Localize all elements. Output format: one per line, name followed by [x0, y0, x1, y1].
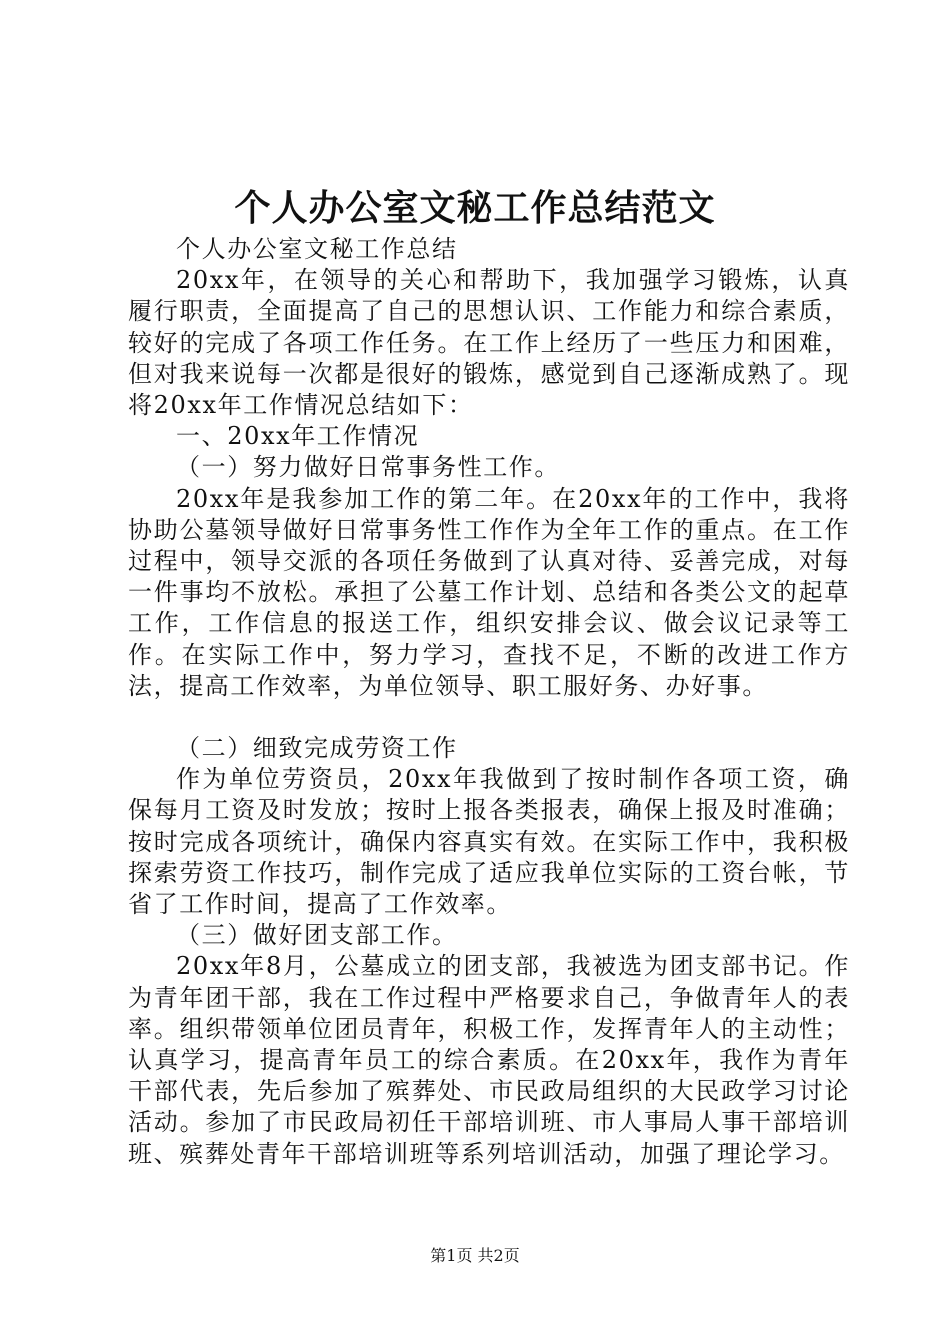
paragraph-subtitle: 个人办公室文秘工作总结 — [176, 235, 458, 263]
paragraph-league-work: 20xx年8月，公墓成立的团支部，我被选为团支部书记。作为青年团干部，我在工作过程中严格要求自己，争做青年人的表率。组织带领单位团员青年，积极工作，发挥青年人的主动性；认真学习，提高青年员工的综合素质。在20xx年，我作为青年干部代表，先后参加了殡葬处、市民政局组织的大民政学习讨论活动。参加了市民政局初任干部培训班、市人事局人事干部培训班、殡葬处青年干部培训班等系列培训活动，加强了理论学习。 — [128, 952, 850, 1168]
paragraph-daily-work: 20xx年是我参加工作的第二年。在20xx年的工作中，我将协助公墓领导做好日常事务性工作作为全年工作的重点。在工作过程中，领导交派的各项任务做到了认真对待、妥善完成，对每一件事均不放松。承担了公墓工作计划、总结和各类公文的起草工作，工作信息的报送工作，组织安排会议、做会议记录等工作。在实际工作中，努力学习，查找不足，不断的改进工作方法，提高工作效率，为单位领导、职工服好务、办好事。 — [128, 484, 850, 700]
page-footer: 第1页 共2页 — [430, 1246, 520, 1265]
section-heading-1: 一、20xx年工作情况 — [176, 422, 420, 451]
document-body — [128, 234, 850, 1170]
paragraph-intro: 20xx年，在领导的关心和帮助下，我加强学习锻炼，认真履行职责，全面提高了自己的思想认识、工作能力和综合素质，较好的完成了各项工作任务。在工作上经历了一些压力和困难，但对我来说每一次都是很好的锻炼，感觉到自己逐渐成熟了。现将20xx年工作情况总结如下： — [128, 266, 850, 420]
paragraph-payroll-work: 作为单位劳资员，20xx年我做到了按时制作各项工资，确保每月工资及时发放；按时上报各类报表，确保上报及时准确；按时完成各项统计，确保内容真实有效。在实际工作中，我积极探索劳资工作技巧，制作完成了适应我单位实际的工资台帐，节省了工作时间，提高了工作效率。 — [128, 765, 850, 919]
subsection-heading-1: （一）努力做好日常事务性工作。 — [176, 453, 560, 482]
document-title: 个人办公室文秘工作总结范文 — [234, 187, 716, 229]
subsection-heading-3: （三）做好团支部工作。 — [176, 921, 458, 950]
subsection-heading-2: （二）细致完成劳资工作 — [176, 734, 458, 763]
